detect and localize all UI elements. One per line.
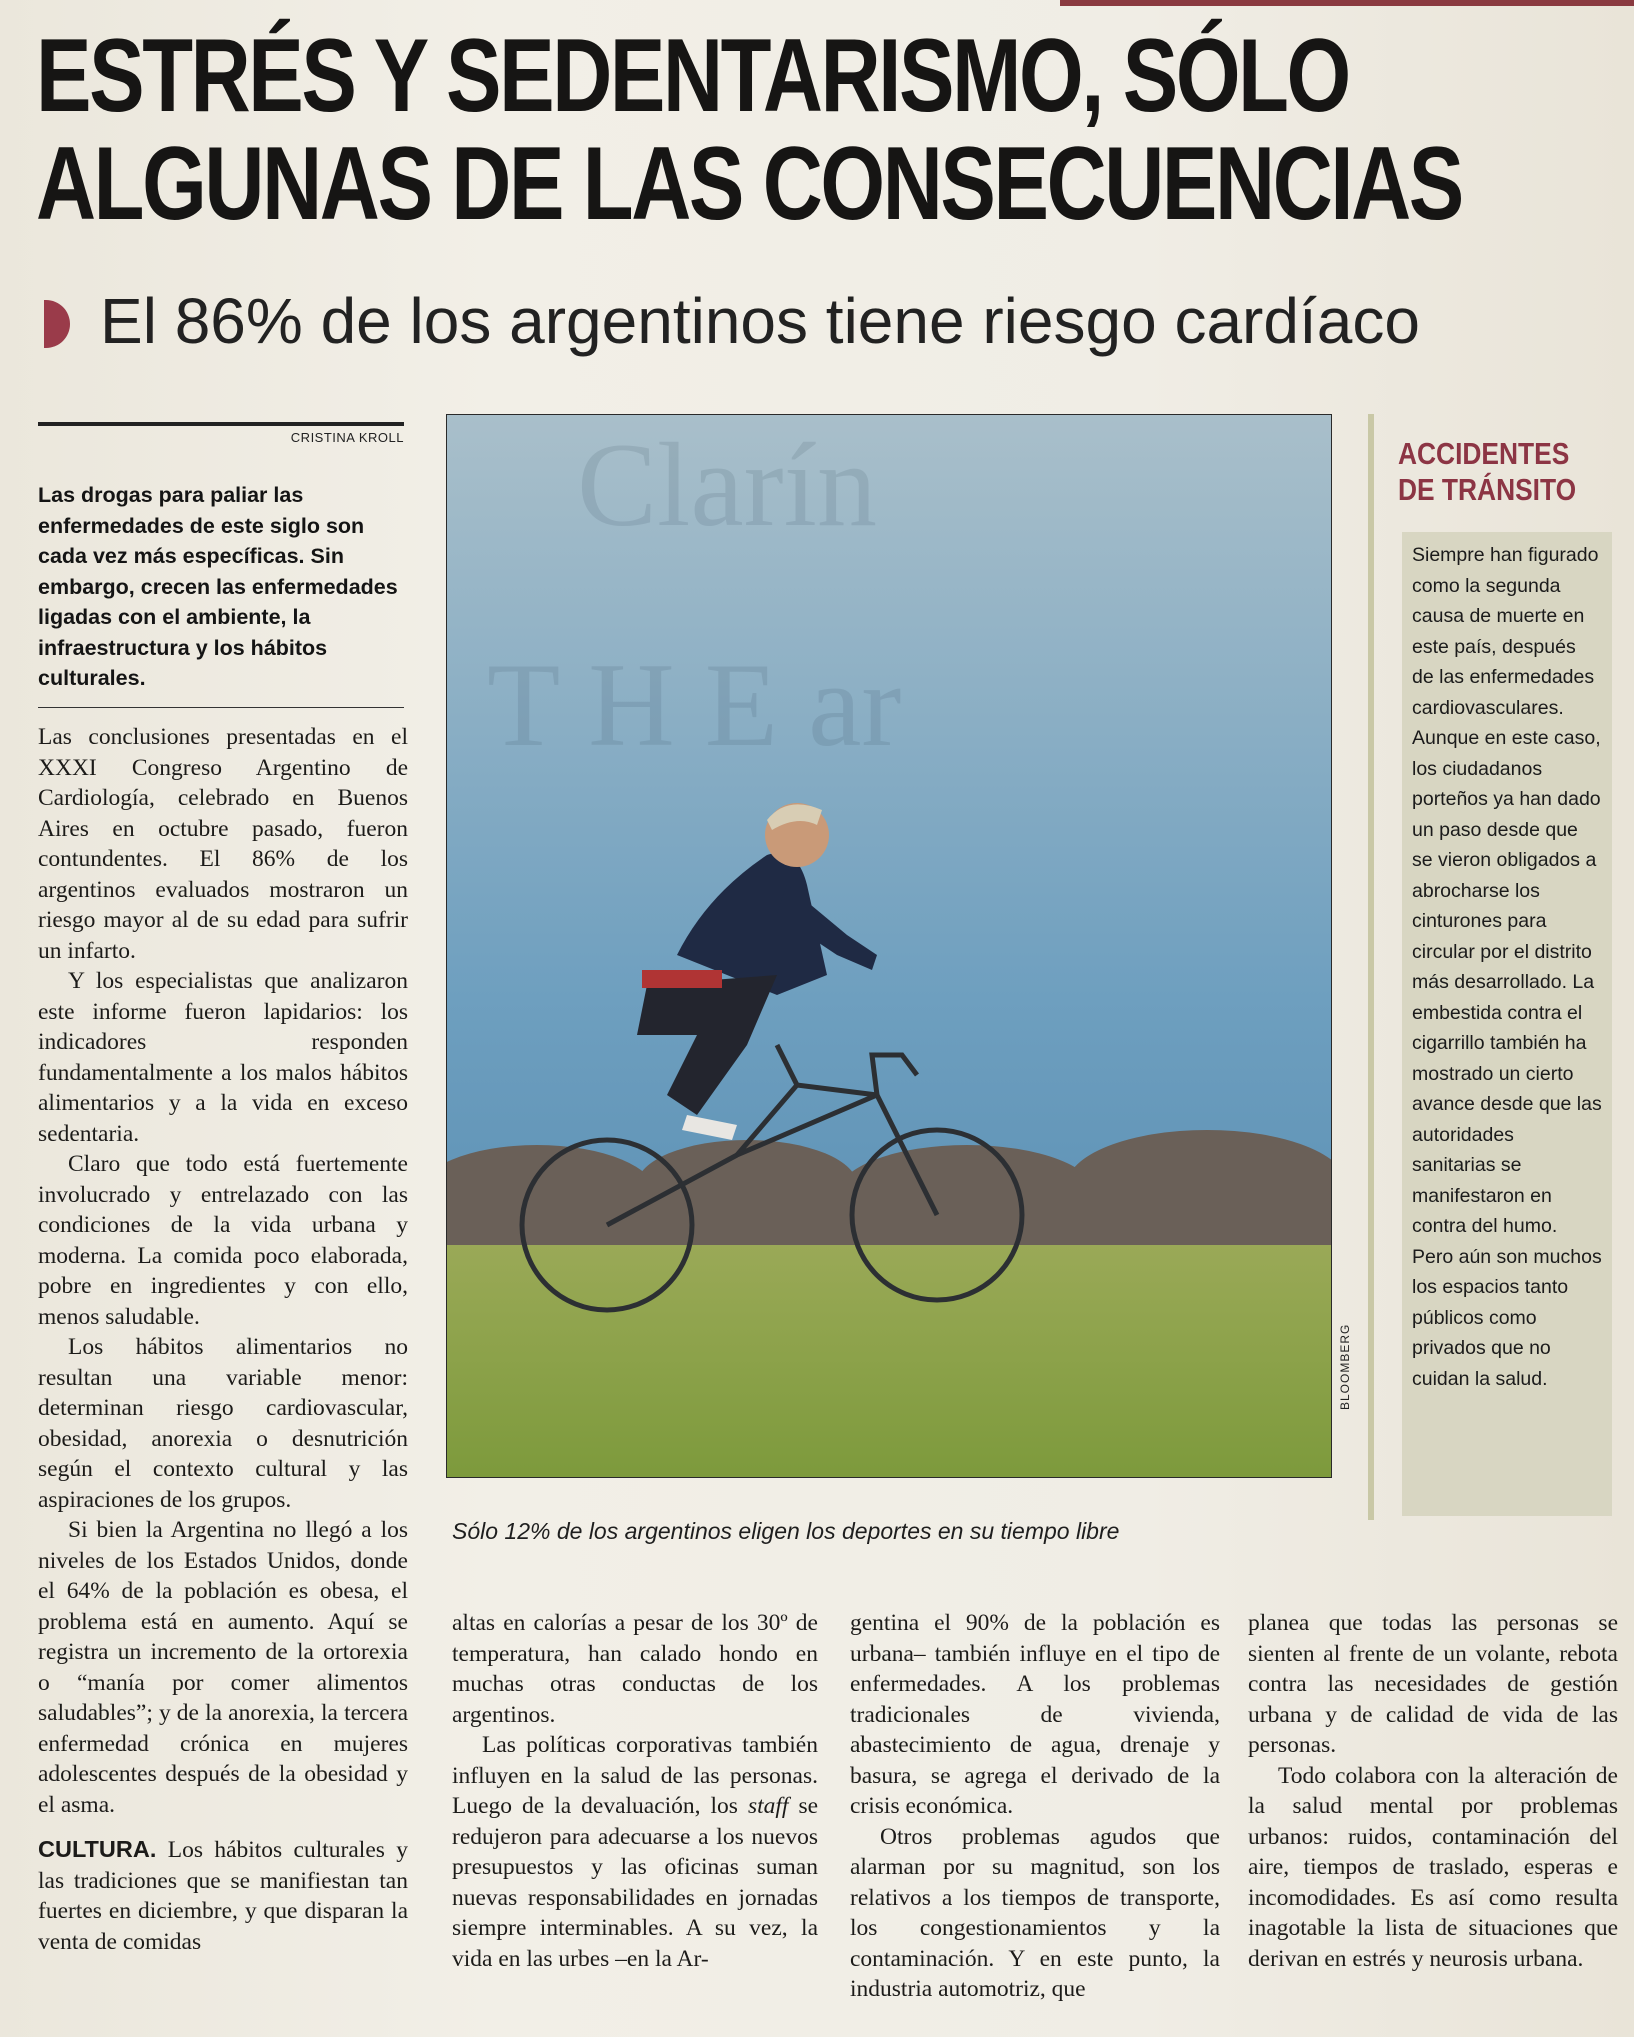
paragraph: altas en calorías a pesar de los 30º de temperatura, han calado hondo en muchas otras conductas de los argentinos. — [452, 1610, 818, 1728]
lead-paragraph: Las drogas para paliar las enfermedades de este siglo son cada vez más específicas. Sin embargo, crecen las enfermedades ligadas con el ambiente, la infraestructura y los hábitos culturales. — [38, 483, 398, 690]
article-column-4 — [1248, 1608, 1618, 1974]
headline-line-1: ESTRÉS Y SEDENTARISMO, SÓLO — [36, 18, 1349, 134]
byline: CRISTINA KROLL — [290, 430, 404, 445]
paragraph — [38, 1834, 408, 1957]
headline — [36, 18, 1462, 242]
sidebar-rule — [1368, 414, 1374, 1520]
svg-text:Clarín: Clarín — [577, 418, 877, 551]
paragraph: Todo colabora con la alteración de la salud mental por problemas urbanos: ruidos, contaminación del aire, tiempos de traslado, esperas e incomodidades. Es así como resulta inagotable la lista de situaciones que derivan en estrés y neurosis urbana. — [1248, 1762, 1618, 1972]
article-column-1 — [38, 722, 408, 1957]
cyclist-photo-illustration — [447, 415, 1331, 1477]
paragraph: Los hábitos alimentarios no resultan una variable menor: determinan riesgo cardiovascular, obesidad, anorexia o desnutrición según el contexto cultural y las aspiraciones de los grupos. — [38, 1334, 408, 1513]
lead-divider — [38, 707, 404, 708]
subheadline — [36, 286, 1596, 356]
half-circle-bullet-icon — [44, 300, 70, 348]
headline-line-2: ALGUNAS DE LAS CONSECUENCIAS — [36, 126, 1462, 242]
paragraph: planea que todas las personas se sienten al frente de un volante, rebota contra las necesidades de gestión urbana y de calidad de vida de las personas. — [1248, 1610, 1618, 1758]
paragraph-text: se redujeron para adecuarse a los nuevos presupuestos y las oficinas suman nuevas responsabilidades en jornadas siempre interminables. A su vez, la vida en las urbes –en la Ar- — [452, 1793, 819, 1972]
sidebar-title-line-1: ACCIDENTES — [1398, 436, 1570, 471]
sidebar-title-line-2: DE TRÁNSITO — [1398, 472, 1577, 507]
sidebar-title — [1398, 436, 1585, 508]
section-title: CULTURA. — [38, 1836, 157, 1862]
top-color-bar — [1060, 0, 1634, 6]
byline-rule — [38, 422, 404, 426]
paragraph: Las conclusiones presentadas en el XXXI Congreso Argentino de Cardiología, celebrado en Buenos Aires en octubre pasado, fueron contundentes. El 86% de los argentinos evaluados mostraron un riesgo mayor al de su edad para sufrir un infarto. — [38, 724, 408, 964]
grass-field — [447, 1245, 1331, 1477]
paragraph: Y los especialistas que analizaron este informe fueron lapidarios: los indicadores responden fundamentalmente a los malos hábitos alimentarios y a la vida en exceso sedentaria. — [38, 968, 408, 1147]
paragraph: gentina el 90% de la población es urbana– también influye en el tipo de enfermedades. A los problemas tradicionales de vivienda, abastecimiento de agua, drenaje y basura, se agrega el derivado de la crisis económica. — [850, 1610, 1220, 1819]
cyclist-photo — [446, 414, 1332, 1478]
paragraph: Claro que todo está fuertemente involucrado y entrelazado con las condiciones de la vida urbana y moderna. La comida poco elaborada, pobre en ingredientes y con ello, menos saludable. — [38, 1151, 408, 1330]
section-text: Los hábitos culturales y las tradiciones que se manifiestan tan fuertes en diciembre, y que disparan la venta de comidas — [38, 1837, 409, 1955]
paragraph: Otros problemas agudos que alarman por su magnitud, son los relativos a los tiempos de transporte, los congestionamientos y la contaminación. Y en este punto, la industria automotriz, que — [850, 1823, 1220, 2002]
article-column-3 — [850, 1608, 1220, 2005]
photo-credit: BLOOMBERG — [1338, 1323, 1352, 1410]
svg-text:T H E ar: T H E ar — [487, 638, 902, 771]
paragraph: Si bien la Argentina no llegó a los niveles de los Estados Unidos, donde el 64% de la población es obesa, el problema está en aumento. Aquí se registra un incremento de la ortorexia o “manía por comer alimentos saludables”; y de la anorexia, la tercera enfermedad crónica en mujeres adolescentes después de la obesidad y el asma. — [38, 1517, 408, 1818]
sidebar-box — [1368, 414, 1608, 1520]
sidebar-body: Siempre han figurado como la segunda causa de muerte en este país, después de las enfermedades cardiovasculares. Aunque en este caso, los ciudadanos porteños ya han dado un paso desde que se vieron obligados a abrocharse los cinturones para circular por el distrito más desarrollado. La embestida contra el cigarrillo también ha mostrado un cierto avance desde que las autoridades sanitarias se manifestaron en contra del humo. Pero aún son muchos los espacios tanto públicos como privados que no cuidan la salud. — [1402, 532, 1612, 1516]
emphasis: staff — [747, 1793, 789, 1819]
article-column-2 — [452, 1608, 818, 1974]
paragraph — [452, 1730, 818, 1974]
paragraph-text: Las políticas corporativas también influyen en la salud de las personas. Luego de la devaluación, los — [452, 1732, 818, 1819]
photo-caption: Sólo 12% de los argentinos eligen los deportes en su tiempo libre — [452, 1518, 1120, 1544]
subheadline-text: El 86% de los argentinos tiene riesgo cardíaco — [100, 285, 1420, 357]
